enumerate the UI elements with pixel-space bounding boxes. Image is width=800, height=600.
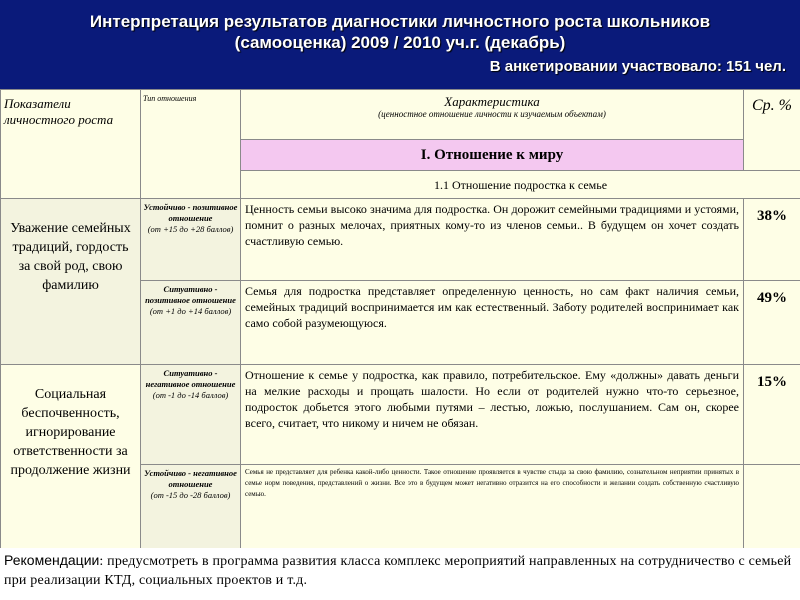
header-type: Тип отношения [141, 90, 241, 199]
header-characteristic-subtitle: (ценностное отношение личности к изучаемым объектам) [378, 109, 606, 119]
description-cell: Семья не представляет для ребенка какой-либо ценности. Такое отношение проявляется в чувстве стыда за свою фамилию, сознательном неприятии принятых в семье норм поведения, представлений о жизни. Все это в будущем может негативно отразится на его способности и желании создать собственную счастливую семью. [241, 465, 744, 552]
type-range: (от -1 до -14 баллов) [152, 390, 229, 400]
table-row [1, 199, 800, 281]
header-characteristic [241, 90, 744, 140]
page-title-line1: Интерпретация результатов диагностики личностного роста школьников [89, 12, 711, 31]
percent-cell: 38% [744, 199, 800, 281]
indicator-cell: Уважение семейных традиций, гордость за свой род, свою фамилию [1, 199, 141, 365]
header-characteristic-title: Характеристика [444, 94, 540, 109]
participants-count: В анкетировании участвовало: 151 чел. [489, 58, 786, 75]
header-indicator: Показатели личностного роста [1, 90, 141, 199]
recommendations-block [0, 548, 800, 600]
type-label: Ситуативно - негативное отношение [145, 368, 236, 389]
subsection-title: 1.1 Отношение подростка к семье [241, 171, 800, 199]
table-header-row [1, 90, 800, 140]
recommendations-text: : предусмотреть в программа развития класса комплекс мероприятий направленных на сотрудничество с семьей при реализации КТД, социальных проектов и т.д. [4, 554, 792, 588]
type-cell [141, 199, 241, 281]
indicator-cell: Социальная беспочвенность, игнорирование ответственности за продолжение жизни [1, 365, 141, 552]
type-label: Устойчиво - позитивное отношение [143, 202, 238, 223]
percent-cell: 15% [744, 365, 800, 465]
section-title: I. Отношение к миру [241, 140, 744, 171]
percent-cell [744, 465, 800, 552]
results-table-wrapper [0, 89, 800, 548]
header-average-percent: Ср. % [744, 90, 800, 171]
description-cell: Отношение к семье у подростка, как правило, потребительское. Ему «должны» давать деньги на мелкие расходы и прощать шалости. Но если от родителей нужно что-то серьезное, подросток добьется этого любыми путями – лестью, ложью, послушанием. Сам он, скорее всего, считает, что никому и ничем не обязан. [241, 365, 744, 465]
type-cell [141, 465, 241, 552]
page-title-line2: (самооценка) 2009 / 2010 уч.г. (декабрь) [234, 33, 566, 52]
results-table [0, 89, 800, 552]
type-range: (от +1 до +14 баллов) [149, 306, 232, 316]
type-cell [141, 365, 241, 465]
type-cell [141, 281, 241, 365]
type-label: Ситуативно - позитивное отношение [145, 284, 236, 305]
type-label: Устойчиво - негативное отношение [144, 468, 237, 489]
table-row [1, 365, 800, 465]
type-range: (от +15 до +28 баллов) [147, 224, 234, 234]
type-range: (от -15 до -28 баллов) [150, 490, 231, 500]
description-cell: Семья для подростка представляет определенную ценность, но сам факт наличия семьи, семейных традиций воспринимается им как естественный. Заботу родителей воспринимает как само собой разумеющуюся. [241, 281, 744, 365]
percent-cell: 49% [744, 281, 800, 365]
description-cell: Ценность семьи высоко значима для подростка. Он дорожит семейными традициями и устоями, помнит о разных мелочах, приятных кому-то из членов семьи.. В будущем он хочет создать счастливую семью. [241, 199, 744, 281]
recommendations-label: Рекомендации [4, 552, 100, 568]
header-banner [0, 0, 800, 89]
